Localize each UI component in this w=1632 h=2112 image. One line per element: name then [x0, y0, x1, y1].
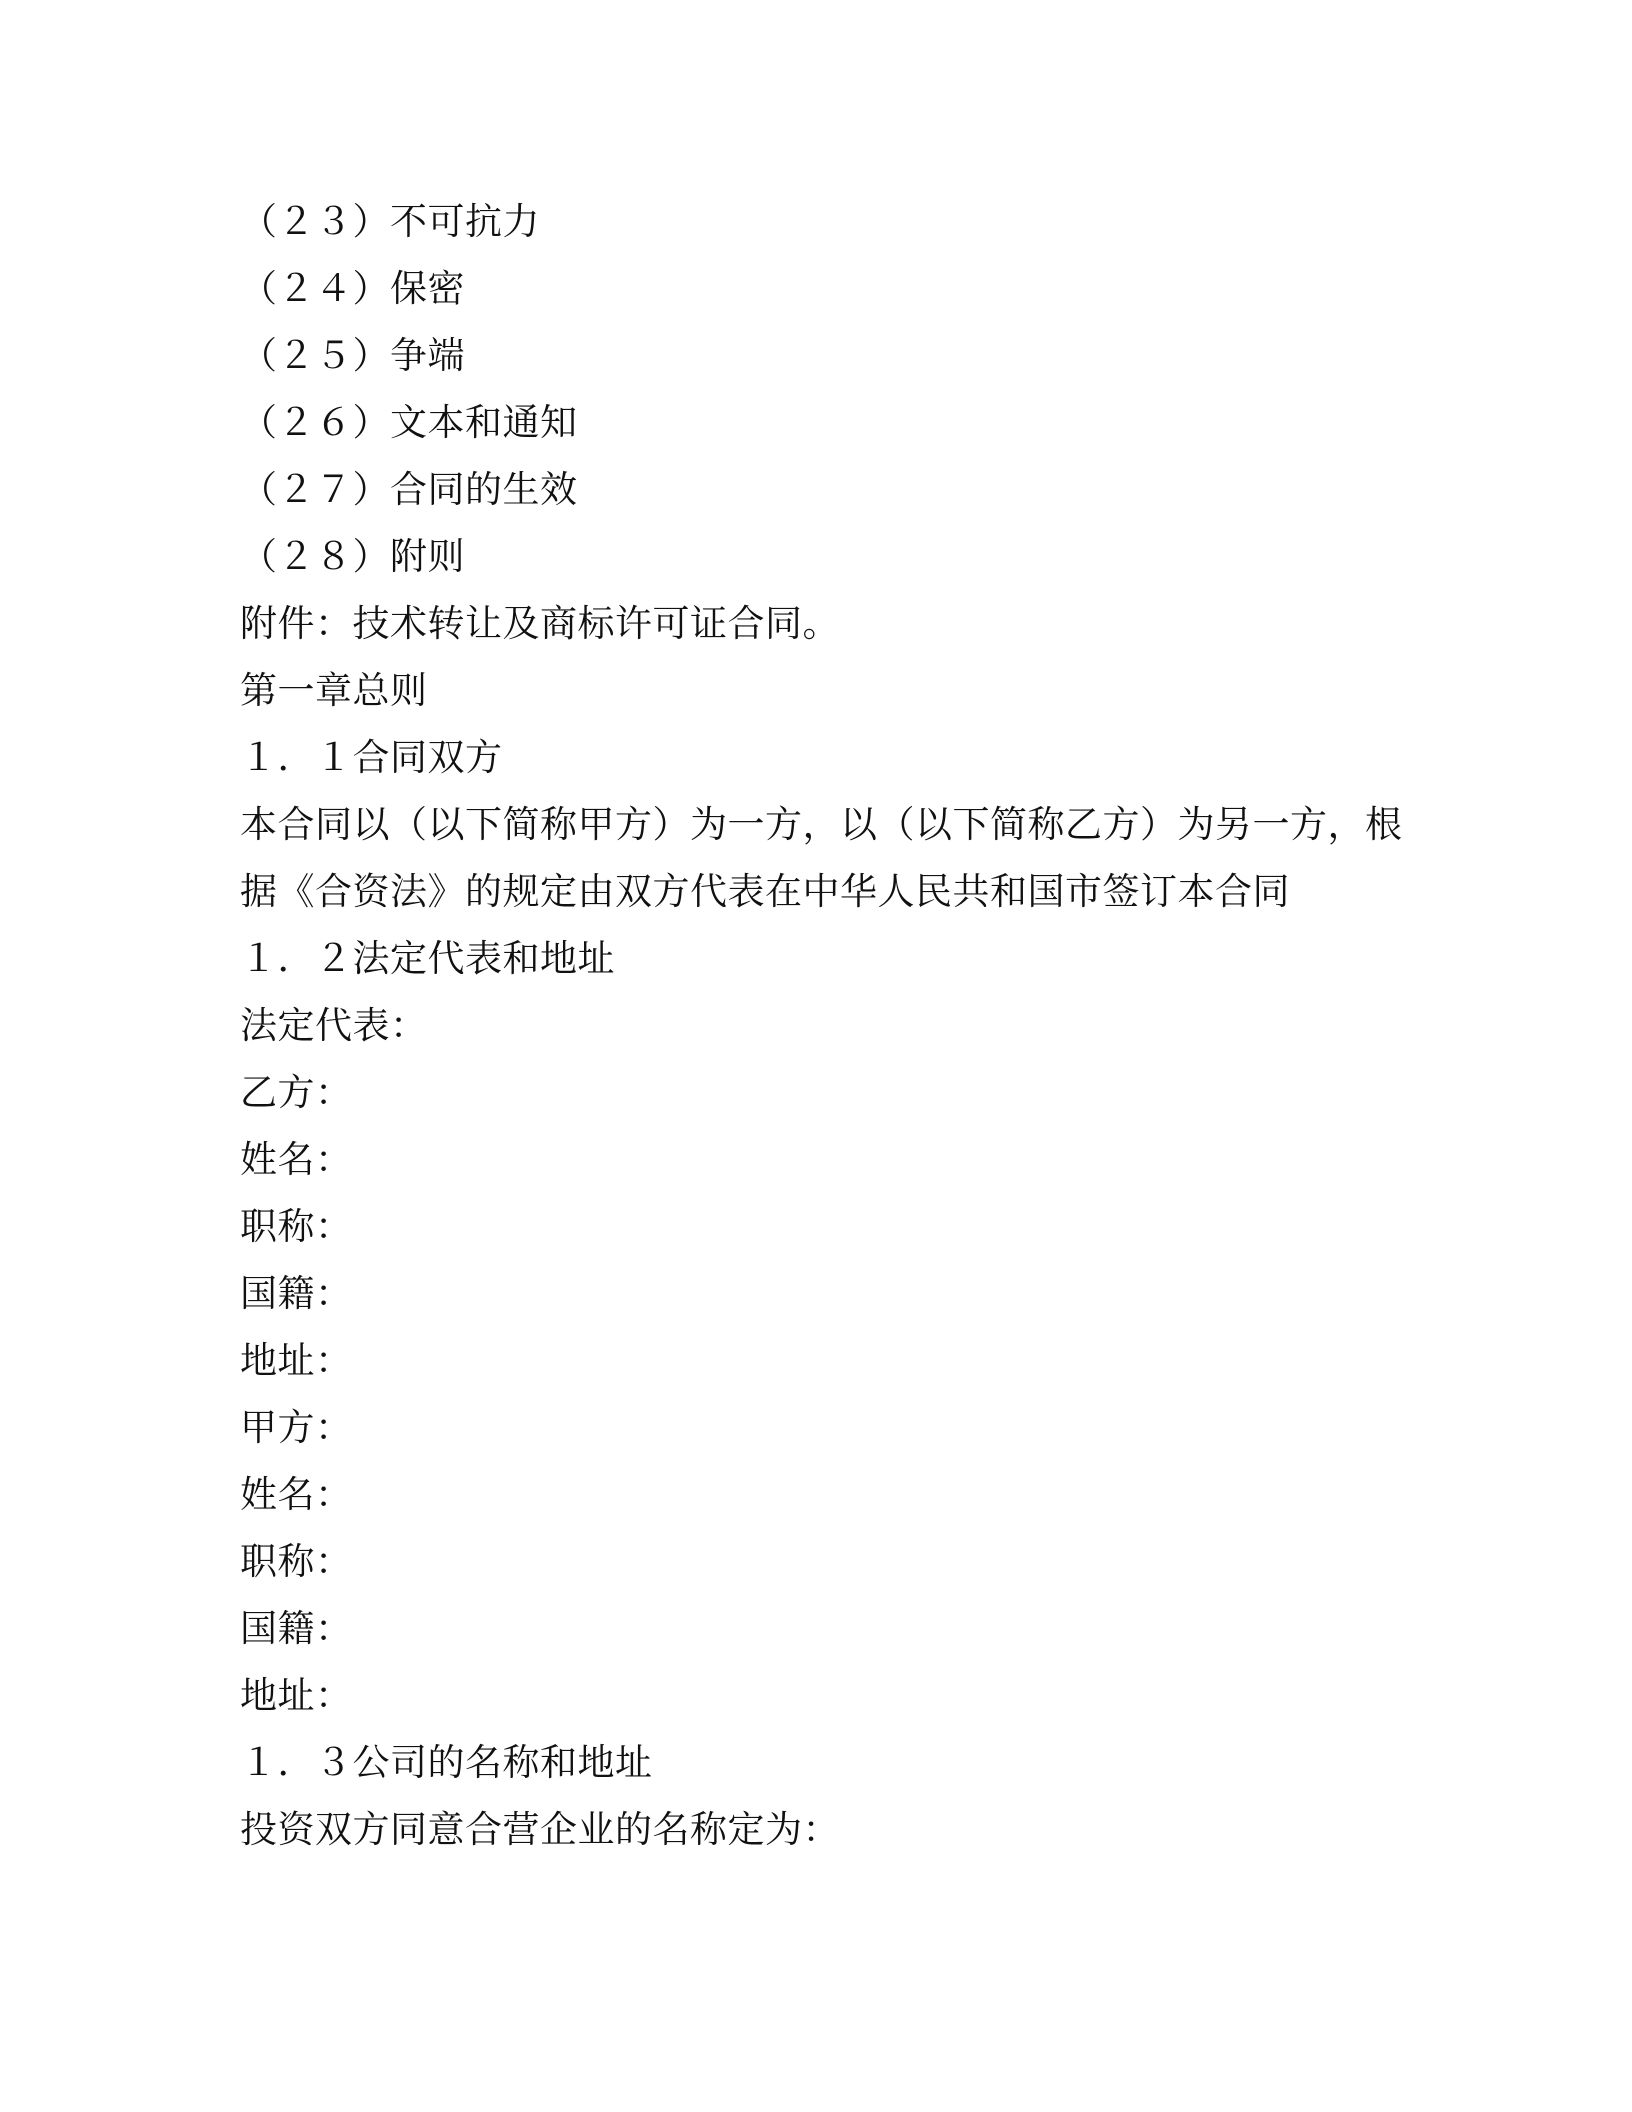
- attachment-line: 附件：技术转让及商标许可证合同。: [240, 602, 840, 645]
- party-a-label: 甲方：: [240, 1406, 353, 1449]
- toc-item-28: （２８）附则: [240, 535, 465, 578]
- toc-item-24: （２４）保密: [240, 267, 465, 310]
- party-a-name-field: 姓名：: [240, 1473, 353, 1516]
- section-heading-1-3: １．３公司的名称和地址: [240, 1741, 653, 1784]
- party-b-nationality-field: 国籍：: [240, 1272, 353, 1315]
- toc-item-23: （２３）不可抗力: [240, 200, 540, 243]
- party-a-title-field: 职称：: [240, 1540, 353, 1583]
- party-b-address-field: 地址：: [240, 1339, 353, 1382]
- section-heading-1-1: １．１合同双方: [240, 736, 503, 779]
- company-name-line: 投资双方同意合营企业的名称定为：: [240, 1808, 840, 1851]
- legal-representative-label: 法定代表：: [240, 1004, 428, 1047]
- party-a-address-field: 地址：: [240, 1674, 353, 1717]
- toc-item-27: （２７）合同的生效: [240, 468, 578, 511]
- party-a-nationality-field: 国籍：: [240, 1607, 353, 1650]
- toc-item-25: （２５）争端: [240, 334, 465, 377]
- toc-item-26: （２６）文本和通知: [240, 401, 578, 444]
- party-b-label: 乙方：: [240, 1071, 353, 1114]
- party-b-title-field: 职称：: [240, 1205, 353, 1248]
- document-body: [240, 188, 1420, 1863]
- paragraph-line: 据《合资法》的规定由双方代表在中华人民共和国市签订本合同: [240, 870, 1290, 913]
- chapter-heading: 第一章总则: [240, 669, 428, 712]
- section-heading-1-2: １．２法定代表和地址: [240, 937, 615, 980]
- paragraph-line: 本合同以（以下简称甲方）为一方，以（以下简称乙方）为另一方，根: [240, 803, 1403, 846]
- party-b-name-field: 姓名：: [240, 1138, 353, 1181]
